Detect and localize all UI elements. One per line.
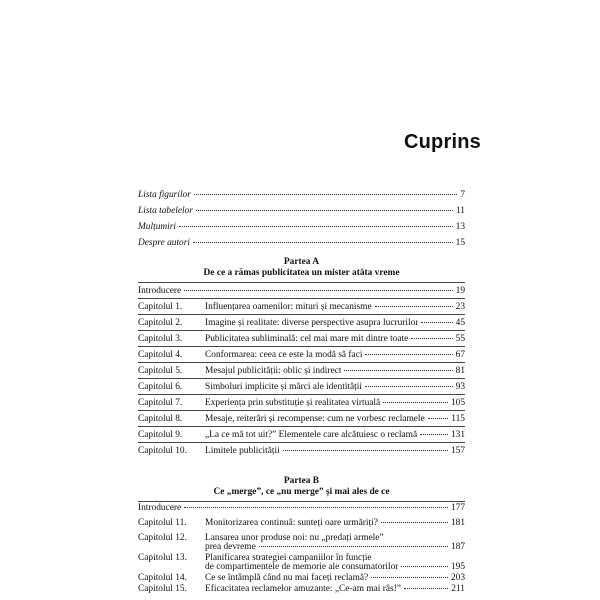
chapter-title: Monitorizarea continuă: sunteți oare urmăriți?: [205, 518, 378, 528]
chapter-number: Capitolul 13.: [138, 553, 187, 563]
dot-leader: [365, 353, 452, 355]
toc-entry-label: Introducere: [138, 503, 182, 513]
dot-leader: [259, 545, 448, 547]
section-divider: [138, 282, 465, 283]
dot-leader: [421, 321, 452, 323]
chapter-title: Eficacitatea reclamelor amuzante: „Ce-am mai râs!”: [205, 584, 401, 594]
chapter-title: Experiența prin substituție și realitatea virtuală: [205, 398, 381, 408]
toc-entry-label: Lista tabelelor: [138, 206, 193, 216]
chapter-title: Limitele publicității: [205, 446, 280, 456]
toc-entry-multumiri[interactable]: [138, 222, 465, 236]
dot-leader: [401, 565, 448, 567]
chapter-number: Capitolul 7.: [138, 398, 183, 408]
part-b-subtitle: Ce „merge”, ce „nu merge” și mai ales de ce: [213, 487, 390, 497]
chapter-title-continuation: prea devreme: [205, 542, 256, 552]
row-divider: [138, 314, 465, 315]
chapter-page: 115: [451, 414, 465, 424]
page-title: Cuprins: [404, 131, 481, 153]
chapter-page: 131: [450, 430, 465, 440]
chapter-page: 157: [450, 446, 465, 456]
toc-entry-page: 19: [455, 286, 465, 296]
toc-entry-page: 15: [455, 238, 465, 248]
dot-leader: [428, 417, 449, 419]
chapter-page: 23: [455, 302, 465, 312]
chapter-number: Capitolul 11.: [138, 518, 187, 528]
toc-entry-part-b-intro[interactable]: [138, 503, 465, 517]
chapter-number: Capitolul 15.: [138, 584, 187, 594]
row-divider: [138, 378, 465, 379]
chapter-title: Mesaje, reiterări și recompense: cum ne vorbesc reclamele: [205, 414, 425, 424]
toc-entry-chapter-15[interactable]: [138, 584, 465, 598]
row-divider: [138, 346, 465, 347]
chapter-number: Capitolul 6.: [138, 382, 183, 392]
toc-entry-lista-tabelelor[interactable]: [138, 206, 465, 220]
row-divider: [138, 442, 465, 443]
chapter-title: Mesajul publicității: oblic și indirect: [205, 366, 342, 376]
chapter-page: 181: [450, 518, 465, 528]
chapter-title: Publicitatea subliminală: cel mai mare mit dintre toate: [205, 334, 409, 344]
toc-entry-label: Despre autori: [138, 238, 190, 248]
chapter-page: 187: [450, 542, 465, 552]
chapter-page: 45: [455, 318, 465, 328]
dot-leader: [420, 433, 448, 435]
row-divider: [138, 394, 465, 395]
part-b-heading: Partea B: [283, 476, 320, 486]
chapter-number: Capitolul 8.: [138, 414, 183, 424]
dot-leader: [179, 225, 453, 227]
row-divider: [138, 362, 465, 363]
chapter-title-continuation: de compartimentele de memorie ale consumatorilor: [205, 562, 399, 572]
chapter-page: 67: [455, 350, 465, 360]
dot-leader: [404, 587, 448, 589]
toc-entry-page: 11: [455, 206, 465, 216]
chapter-title: Influențarea oamenilor: mituri și mecanisme: [205, 302, 372, 312]
part-a-subtitle: De ce a rămas publicitatea un mister atâta vreme: [203, 268, 400, 278]
toc-entry-chapter-11[interactable]: [138, 518, 465, 532]
dot-leader: [194, 193, 457, 195]
chapter-title: Imagine și realitate: diverse perspective asupra lucrurilor: [205, 318, 419, 328]
chapter-page: 93: [455, 382, 465, 392]
chapter-number: Capitolul 9.: [138, 430, 183, 440]
dot-leader: [344, 369, 452, 371]
chapter-number: Capitolul 3.: [138, 334, 183, 344]
toc-entry-lista-figurilor[interactable]: [138, 190, 465, 204]
dot-leader: [184, 506, 448, 508]
dot-leader: [381, 521, 448, 523]
chapter-number: Capitolul 4.: [138, 350, 183, 360]
row-divider: [138, 426, 465, 427]
chapter-number: Capitolul 2.: [138, 318, 183, 328]
chapter-page: 195: [450, 562, 465, 572]
chapter-number: Capitolul 1.: [138, 302, 183, 312]
chapter-title: Conformarea: ceea ce este la modă să faci: [205, 350, 363, 360]
dot-leader: [375, 305, 453, 307]
section-divider: [138, 501, 465, 502]
chapter-title: Simboluri implicite și mărci ale identității: [205, 382, 362, 392]
chapter-title: „La ce mă tot uit?” Elementele care alcătuiesc o reclamă: [205, 430, 418, 440]
dot-leader: [193, 241, 453, 243]
toc-entry-label: Introducere: [138, 286, 182, 296]
toc-entry-label: Mulțumiri: [138, 222, 177, 232]
toc-entry-label: Lista figurilor: [138, 190, 191, 200]
chapter-page: 211: [451, 584, 465, 594]
toc-entry-despre-autori[interactable]: [138, 238, 465, 252]
chapter-title: Ce se întâmplă când nu mai faceți reclamă?: [205, 573, 369, 583]
chapter-number: Capitolul 10.: [138, 446, 187, 456]
dot-leader: [283, 449, 448, 451]
section-divider: [138, 298, 465, 299]
toc-entry-chapter-10[interactable]: [138, 446, 465, 460]
chapter-title: Lansarea unor produse noi: nu „predați armele”: [205, 533, 384, 543]
toc-entry-page: 13: [455, 222, 465, 232]
chapter-number: Capitolul 5.: [138, 366, 183, 376]
dot-leader: [365, 385, 453, 387]
chapter-page: 105: [450, 398, 465, 408]
chapter-title: Planificarea strategiei campaniilor în funcție: [205, 553, 372, 563]
chapter-page: 81: [455, 366, 465, 376]
dot-leader: [196, 209, 453, 211]
part-a-heading: Partea A: [283, 257, 320, 267]
dot-leader: [383, 401, 448, 403]
dot-leader: [411, 337, 452, 339]
toc-entry-page: 177: [450, 503, 465, 513]
chapter-number: Capitolul 14.: [138, 573, 187, 583]
dot-leader: [184, 289, 452, 291]
row-divider: [138, 410, 465, 411]
dot-leader: [371, 576, 448, 578]
row-divider: [138, 330, 465, 331]
chapter-number: Capitolul 12.: [138, 533, 187, 543]
toc-entry-page: 7: [460, 190, 465, 200]
chapter-page: 55: [455, 334, 465, 344]
chapter-page: 203: [450, 573, 465, 583]
